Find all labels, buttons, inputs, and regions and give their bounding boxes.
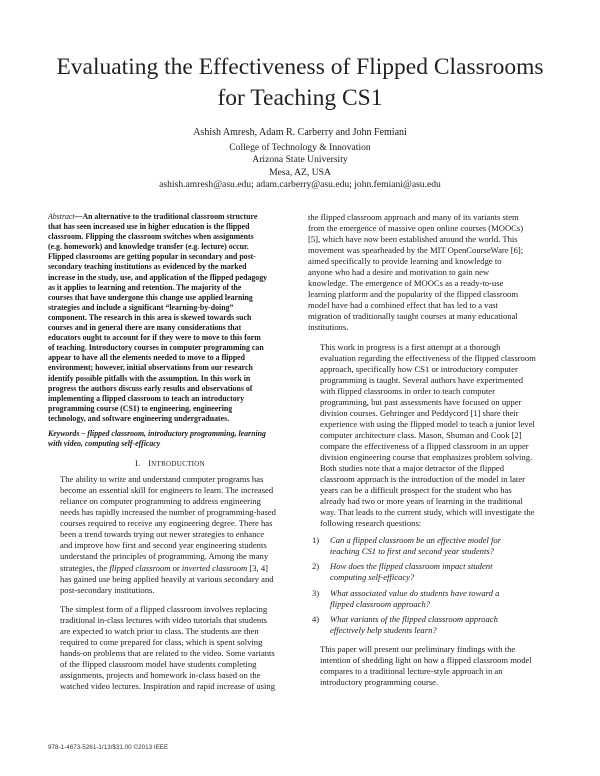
text-line: learning platform and the popularity of the flipped classroom xyxy=(308,289,519,300)
text-line: traditional in-class lectures with video tutorials that students xyxy=(60,614,267,625)
text-line: understand the principles of programming. Among the many xyxy=(60,551,269,562)
text-line: become an essential skill for engineers to learn. The increased xyxy=(60,485,274,496)
author-university: Arizona State University xyxy=(252,154,348,165)
research-question-text: What associated value do students have toward a xyxy=(330,587,500,598)
text-line: post-secondary institutions. xyxy=(60,584,155,595)
section-rest: NTRODUCTION xyxy=(151,460,205,469)
body-paragraph-closing xyxy=(308,644,552,688)
research-question-number: 4) xyxy=(312,613,320,624)
research-question-text: How does the flipped classroom impact student xyxy=(330,561,493,572)
text-line: way. That leads to the current study, which will investigate the xyxy=(320,507,535,518)
text-line: compares to a traditional lecture-style approach in an xyxy=(320,665,503,676)
text-line: with video, computing self-efficacy xyxy=(48,439,161,449)
text-line: of teaching. Introductory courses in computer programming can xyxy=(48,343,264,353)
text-line: approach, specifically how CS1 or introductory computer xyxy=(320,363,518,374)
text-line: evaluation regarding the effectiveness of the flipped classroom xyxy=(320,352,536,363)
text-line: from the emergence of massive open online courses (MOOCs) xyxy=(308,223,524,234)
section-heading-introduction xyxy=(48,458,292,468)
text-line: courses and in general there are many considerations that xyxy=(48,323,242,333)
author-location: Mesa, AZ, USA xyxy=(269,166,331,178)
text-line: progress the authors discuss early results and observations of xyxy=(48,383,253,393)
text-line: educators ought to account for if they were to move to this form xyxy=(48,333,261,343)
text-line: already had two or more years of learning in the traditional xyxy=(320,496,523,507)
text-line: classroom approach is the introduction of the model in later xyxy=(320,474,525,485)
text-line: [5], which have now been established around the world. This xyxy=(308,234,518,245)
research-question-text: effectively help students learn? xyxy=(330,624,437,635)
research-question-text: Can a flipped classroom be an effective model for xyxy=(330,535,502,546)
text-line: hands-on problems that are related to the video. Some variants xyxy=(60,647,275,658)
text-line: knowledge. The emergence of MOOCs as a ready-to-use xyxy=(308,278,504,289)
research-question-text: flipped classroom approach? xyxy=(330,598,431,609)
text-line: environment; however, initial observations from our research xyxy=(48,363,253,373)
research-question-number: 2) xyxy=(312,561,320,572)
text-line: courses required to receive any engineering degree. There has xyxy=(60,518,273,529)
text-line: are expected to watch prior to class. The students are then xyxy=(60,625,259,636)
research-question-number: 1) xyxy=(312,535,320,546)
keywords xyxy=(48,429,292,449)
research-question-text: What variants of the flipped classroom approach xyxy=(330,613,498,624)
section-numeral: I. xyxy=(134,458,141,469)
text-line: secondary teaching institutions as evidenced by the marked xyxy=(48,262,247,272)
intro-paragraph-1 xyxy=(48,474,292,596)
text-line: experience with using the flipped model to teach a junior level xyxy=(320,418,535,429)
text-line: needs has rapidly increased the number of programming-based xyxy=(60,507,276,518)
text-line: and improve how first and second year engineering students xyxy=(60,540,267,551)
text-line: implementing a flipped classroom to teach an introductory xyxy=(48,393,245,403)
text-line: increase in the study, use, and application of the flipped pedagogy xyxy=(48,272,268,282)
text-line: programming course (CS1) to engineering, engineering xyxy=(48,403,233,413)
text-line: Abstract—An alternative to the traditional classroom structure xyxy=(48,212,258,221)
text-line: appear to have all the elements needed to move to a flipped xyxy=(48,353,246,363)
text-line: been a trend towards trying out newer strategies to enhance xyxy=(60,529,265,540)
research-question-text: teaching CS1 to first and second year students? xyxy=(330,546,494,557)
text-line: computer architecture class. Mason, Shuman and Cook [2] xyxy=(320,429,522,440)
text-line: strategies, the flipped classroom or inverted classroom [3, 4] xyxy=(60,562,268,573)
research-questions-list xyxy=(308,535,552,635)
left-column xyxy=(48,212,292,692)
research-question xyxy=(308,614,552,636)
intro-paragraph-2 xyxy=(48,604,292,692)
body-paragraph-continued xyxy=(308,212,552,334)
text-line: courses that have undergone this change use applied learning xyxy=(48,292,253,302)
text-line: programming, but past assessments have focused on upper xyxy=(320,396,522,407)
text-line: that has seen increased use in higher education is the flipped xyxy=(48,222,250,232)
text-line: classroom. Flipping the classroom switches when assignments xyxy=(48,232,254,242)
text-line: introductory programming course. xyxy=(320,676,439,687)
research-question xyxy=(308,561,552,583)
text-line: assignments, projects and homework in-class based on the xyxy=(60,669,261,680)
abstract xyxy=(48,212,292,424)
text-line: the flipped classroom approach and many of its variants stem xyxy=(308,212,519,222)
text-line: compare the effectiveness of a flipped classroom in an upper xyxy=(320,440,529,451)
text-line: anyone who had a desire and motivation to gain new xyxy=(308,267,490,278)
research-question xyxy=(308,535,552,557)
title-line: for Teaching CS1 xyxy=(217,85,383,111)
research-question-text: computing self-efficacy? xyxy=(330,572,415,583)
paper-title xyxy=(40,52,560,114)
text-line: identify possible pitfalls with the assumption. In this work in xyxy=(48,373,251,383)
text-line: technology, and software engineering undergraduates. xyxy=(48,413,230,423)
text-line: years can be a difficult prospect for the student who has xyxy=(320,485,512,496)
text-line: following research questions: xyxy=(320,518,422,529)
text-line: reliance on computer programming to address engineering xyxy=(60,496,261,507)
text-line: Keywords – flipped classroom, introductory programming, learning xyxy=(48,428,266,438)
research-question-number: 3) xyxy=(312,587,320,598)
body-paragraph-work-in-progress xyxy=(308,342,552,530)
text-line: aimed specifically to provide learning and knowledge to xyxy=(308,256,502,267)
text-line: watched video lectures. Inspiration and rapid increase of using xyxy=(60,681,276,691)
text-line: movement was spearheaded by the MIT OpenCourseWare [6]; xyxy=(308,245,524,256)
text-line: institutions. xyxy=(308,322,349,333)
author-block xyxy=(40,127,560,192)
right-column xyxy=(308,212,552,688)
title-line: Evaluating the Effectiveness of Flipped Classrooms xyxy=(56,54,544,80)
text-line: has gained use being applied heavily at various secondary and xyxy=(60,573,274,584)
text-line: The simplest form of a flipped classroom involves replacing xyxy=(60,603,268,614)
text-line: with flipped classrooms in order to teach computer xyxy=(320,385,495,396)
section-first-letter: I xyxy=(147,458,152,469)
text-line: programming is taught. Several authors have experimented xyxy=(320,374,524,385)
text-line: model have had a combined effect that has led to a vast xyxy=(308,300,499,311)
text-line: The ability to write and understand computer programs has xyxy=(60,474,264,485)
text-line: of the flipped classroom model have students completing xyxy=(60,658,257,669)
research-question xyxy=(308,588,552,610)
text-line: intention of shedding light on how a flipped classroom model xyxy=(320,654,532,665)
text-line: Both studies note that a major detractor of the flipped xyxy=(320,463,504,474)
text-line: division engineering course that emphasizes problem solving. xyxy=(320,451,533,462)
author-names: Ashish Amresh, Adam R. Carberry and John Femiani xyxy=(193,127,407,138)
author-affiliation: College of Technology & Innovation xyxy=(229,141,371,153)
text-line: as it applies to learning and retention. The majority of the xyxy=(48,282,242,292)
text-line: (e.g. homework) and knowledge transfer (e.g. lecture) occur. xyxy=(48,242,249,252)
text-line: Flipped classrooms are getting popular in secondary and post- xyxy=(48,252,256,262)
text-line: migration of traditionally taught courses at many educational xyxy=(308,311,518,322)
text-line: This work in progress is a first attempt at a thorough xyxy=(320,341,501,352)
text-line: strategies and include a significant “learning-by-doing” xyxy=(48,302,234,312)
text-line: division courses. Gehringer and Peddycord [1] share their xyxy=(320,407,519,418)
text-line: component. The research in this area is skewed towards such xyxy=(48,312,252,322)
copyright-footer: 978-1-4673-5261-1/13/$31.00 ©2013 IEEE xyxy=(48,744,169,751)
author-emails: ashish.amresh@asu.edu; adam.carberry@asu.edu; john.femiani@asu.edu xyxy=(159,179,441,190)
text-line: required to come prepared for class, which is spent solving xyxy=(60,636,263,647)
text-line: This paper will present our preliminary findings with the xyxy=(320,643,516,654)
